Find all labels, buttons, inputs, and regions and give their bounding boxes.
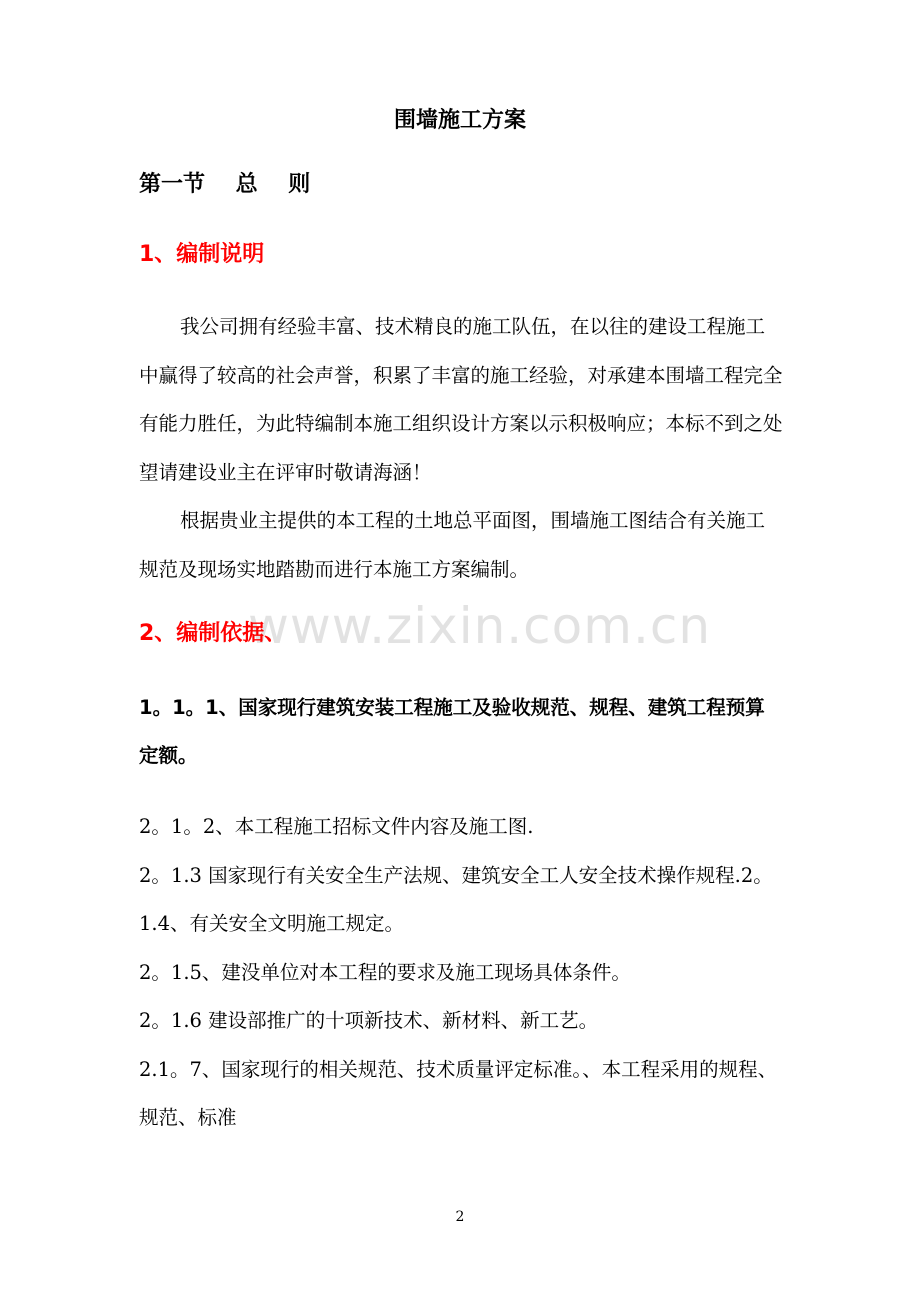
paragraph-basis: 根据贵业主提供的本工程的土地总平面图，围墙施工图结合有关施工规范及现场实地踏勘而进行本施工方案编制。 (139, 509, 766, 581)
document-title: 围墙施工方案 (393, 108, 526, 133)
page-number: 2 (455, 1209, 465, 1225)
basis-list (139, 803, 784, 1143)
watermark: www.zixin.com.cn (248, 597, 712, 655)
list-item: 2。1.3 国家现行有关安全生产法规、建筑安全工人安全技术操作规程.2。1.4、有关安全文明施工规定。 (139, 863, 773, 935)
heading-compilation-basis: 2、编制依据、 (139, 621, 287, 646)
bold-list-item: 1。1。1、国家现行建筑安装工程施工及验收规范、规程、建筑工程预算定额。 (139, 696, 765, 767)
heading-compilation-notes: 1、编制说明 (139, 242, 265, 267)
section-heading: 第一节 总 则 (139, 172, 311, 197)
list-item: 2。1。2、本工程施工招标文件内容及施工图. (139, 815, 534, 838)
paragraph-company-intro: 我公司拥有经验丰富、技术精良的施工队伍，在以往的建设工程施工中赢得了较高的社会声誉，积累了丰富的施工经验，对承建本围墙工程完全有能力胜任，为此特编制本施工组织设计方案以示积极响应；本标不到之处望请建设业主在评审时敬请海涵！ (139, 315, 783, 484)
list-item: 2。1.5、建没单位对本工程的要求及施工现场具体条件。 (139, 960, 631, 984)
list-item: 2。1.6 建设部推广的十项新技术、新材料、新工艺。 (139, 1009, 599, 1032)
list-item: 2.1。7、国家现行的相关规范、技术质量评定标准。、本工程采用的规程、规范、标准 (139, 1057, 778, 1129)
